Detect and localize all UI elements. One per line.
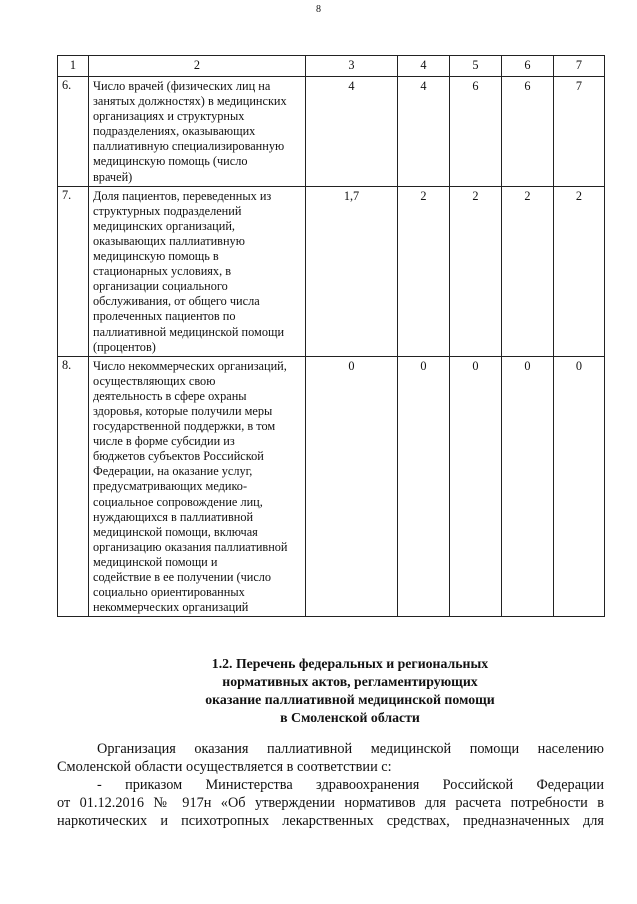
- description-line: нуждающихся в паллиативной: [93, 509, 254, 524]
- header-cell: 3: [306, 56, 398, 77]
- value-cell: 6: [450, 77, 502, 187]
- indicator-description-cell: [89, 77, 306, 187]
- description-line: паллиативную специализированную: [93, 139, 285, 154]
- value-cell: 2: [398, 186, 450, 356]
- body-line: Смоленской области осуществляется в соответствии с:: [57, 759, 392, 775]
- row-number-cell: 8.: [58, 356, 89, 617]
- value-cell: 2: [554, 186, 605, 356]
- header-cell: 7: [554, 56, 605, 77]
- table-row: [58, 356, 605, 617]
- description-line: врачей): [93, 169, 133, 184]
- description-line: стационарных условиях, в: [93, 264, 232, 279]
- description-line: числе в форме субсидии из: [93, 434, 235, 449]
- value-cell: 0: [554, 356, 605, 617]
- description-line: социально ориентированных: [93, 585, 245, 600]
- value-cell: 1,7: [306, 186, 398, 356]
- body-line: наркотических и психотропных лекарственных средствах, предназначенных для: [57, 813, 604, 829]
- description-line: организацию оказания паллиативной: [93, 539, 288, 554]
- description-line: структурных подразделений: [93, 203, 242, 218]
- description-line: (процентов): [93, 339, 156, 354]
- description-line: организациях и структурных: [93, 109, 245, 124]
- header-cell: 5: [450, 56, 502, 77]
- value-cell: 0: [306, 356, 398, 617]
- value-cell: 2: [450, 186, 502, 356]
- description-line: медицинской помощи и: [93, 554, 218, 569]
- body-line: от 01.12.2016 № 917н «Об утверждении нормативов для расчета потребности в: [57, 795, 604, 811]
- value-cell: 0: [502, 356, 554, 617]
- description-line: Число некоммерческих организаций,: [93, 358, 287, 373]
- page-number: 8: [316, 4, 321, 15]
- description-line: медицинскую помощь (число: [93, 154, 248, 169]
- value-cell: 2: [502, 186, 554, 356]
- value-cell: 0: [398, 356, 450, 617]
- value-cell: 0: [450, 356, 502, 617]
- description-line: паллиативной медицинской помощи: [93, 324, 285, 339]
- section-title-line: нормативных актов, регламентирующих: [222, 674, 478, 689]
- description-line: социальное сопровождение лиц,: [93, 494, 263, 509]
- section-title-line: оказание паллиативной медицинской помощи: [205, 692, 495, 707]
- section-title-line: 1.2. Перечень федеральных и региональных: [211, 656, 489, 671]
- body-line: Организация оказания паллиативной медицинской помощи населению: [97, 741, 604, 757]
- indicators-table: [57, 55, 605, 617]
- description-line: подразделениях, оказывающих: [93, 124, 256, 139]
- description-line: государственной поддержки, в том: [93, 419, 276, 434]
- body-paragraph: [57, 740, 604, 830]
- header-cell: 6: [502, 56, 554, 77]
- value-cell: 6: [502, 77, 554, 187]
- row-number-cell: 6.: [58, 77, 89, 187]
- indicator-description-cell: [89, 186, 306, 356]
- description-line: содействие в ее получении (число: [93, 570, 272, 584]
- row-number-cell: 7.: [58, 186, 89, 356]
- description-line: некоммерческих организаций: [93, 600, 249, 615]
- description-line: бюджетов субъектов Российской: [93, 449, 264, 464]
- value-cell: 7: [554, 77, 605, 187]
- description-line: Число врачей (физических лиц на: [93, 79, 271, 93]
- description-line: медицинских организаций,: [93, 218, 235, 233]
- table-row: [58, 186, 605, 356]
- description-line: пролеченных пациентов по: [93, 309, 236, 324]
- section-title: [150, 655, 550, 727]
- description-line: организации социального: [93, 279, 228, 294]
- description-line: медицинской помощи, включая: [93, 524, 258, 539]
- description-line: медицинскую помощь в: [93, 249, 219, 264]
- value-cell: 4: [306, 77, 398, 187]
- description-line: обслуживания, от общего числа: [93, 294, 260, 309]
- description-line: Федерации, на оказание услуг,: [93, 464, 253, 479]
- indicator-description-cell: [89, 356, 306, 617]
- section-title-line: в Смоленской области: [280, 710, 420, 725]
- description-line: осуществляющих свою: [93, 373, 216, 388]
- header-cell: 4: [398, 56, 450, 77]
- value-cell: 4: [398, 77, 450, 187]
- description-line: оказывающих паллиативную: [93, 233, 245, 248]
- header-cell: 2: [89, 56, 306, 77]
- description-line: деятельность в сфере охраны: [93, 388, 247, 403]
- description-line: занятых должностях) в медицинских: [93, 94, 287, 109]
- description-line: предусматривающих медико-: [93, 479, 248, 494]
- description-line: Доля пациентов, переведенных из: [93, 188, 272, 203]
- table-row: [58, 77, 605, 187]
- description-line: здоровья, которые получили меры: [93, 403, 273, 418]
- body-line: - приказом Министерства здравоохранения Российской Федерации: [97, 777, 604, 793]
- header-cell: 1: [58, 56, 89, 77]
- table-header-row: [58, 56, 605, 77]
